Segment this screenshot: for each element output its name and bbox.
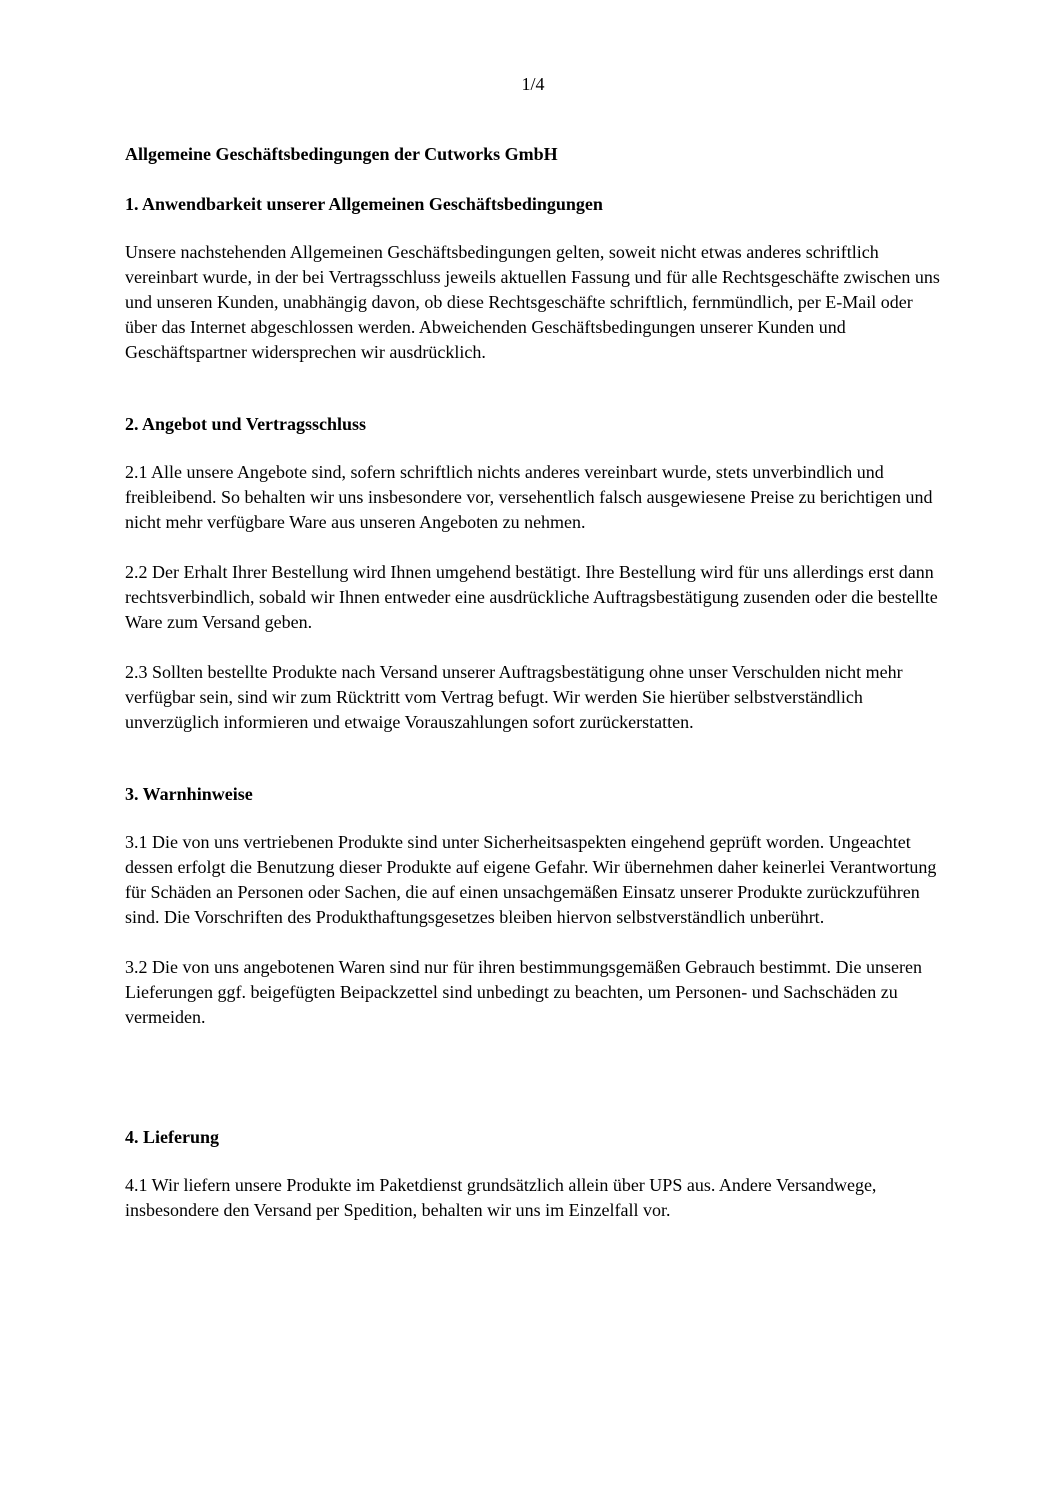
page-number: 1/4 xyxy=(521,74,545,94)
paragraph-3-2: 3.2 Die von uns angebotenen Waren sind nur für ihren bestimmungsgemäßen Gebrauch bestimmt. Die unseren Lieferungen ggf. beigefügten Beipackzettel sind unbedingt zu beachten, um Personen- und Sachschäden zu vermeiden. xyxy=(125,957,923,1027)
section-heading-angebot: 2. Angebot und Vertragsschluss xyxy=(125,414,367,434)
paragraph-3-1: 3.1 Die von uns vertriebenen Produkte sind unter Sicherheitsaspekten eingehend geprüft worden. Ungeachtet dessen erfolgt die Benutzung dieser Produkte auf eigene Gefahr. Wir übernehmen daher keinerlei Verantwortung für Schäden an Personen oder Sachen, die auf einen unsachgemäßen Einsatz unserer Produkte zurückzuführen sind. Die Vorschriften des Produkthaftungsgesetzes bleiben hiervon selbstverständlich unberührt. xyxy=(125,832,937,927)
section-warnhinweise xyxy=(125,782,941,1030)
section-heading-warnhinweise: 3. Warnhinweise xyxy=(125,784,253,804)
section-anwendbarkeit xyxy=(125,192,941,365)
section-lieferung xyxy=(125,1125,941,1223)
section-heading-anwendbarkeit: 1. Anwendbarkeit unserer Allgemeinen Geschäftsbedingungen xyxy=(125,194,603,214)
paragraph-4-1: 4.1 Wir liefern unsere Produkte im Paketdienst grundsätzlich allein über UPS aus. Andere Versandwege, insbesondere den Versand per Spedition, behalten wir uns im Einzelfall vor. xyxy=(125,1175,877,1220)
paragraph-1-1: Unsere nachstehenden Allgemeinen Geschäftsbedingungen gelten, soweit nicht etwas anderes schriftlich vereinbart wurde, in der bei Vertragsschluss jeweils aktuellen Fassung und für alle Rechtsgeschäfte zwischen uns und unseren Kunden, unabhängig davon, ob diese Rechtsgeschäfte schriftlich, fernmündlich, per E-Mail oder über das Internet abgeschlossen werden. Abweichenden Geschäftsbedingungen unserer Kunden und Geschäftspartner widersprechen wir ausdrücklich. xyxy=(125,242,940,362)
document-title: Allgemeine Geschäftsbedingungen der Cutworks GmbH xyxy=(125,144,558,164)
paragraph-2-1: 2.1 Alle unsere Angebote sind, sofern schriftlich nichts anderes vereinbart wurde, stets unverbindlich und freibleibend. So behalten wir uns insbesondere vor, versehentlich falsch ausgewiesene Preise zu berichtigen und nicht mehr verfügbare Ware aus unseren Angeboten zu nehmen. xyxy=(125,462,933,532)
paragraph-2-3: 2.3 Sollten bestellte Produkte nach Versand unserer Auftragsbestätigung ohne unser Verschulden nicht mehr verfügbar sein, sind wir zum Rücktritt vom Vertrag befugt. Wir werden Sie hierüber selbstverständlich unverzüglich informieren und etwaige Vorauszahlungen sofort zurückerstatten. xyxy=(125,662,903,732)
section-heading-lieferung: 4. Lieferung xyxy=(125,1127,219,1147)
paragraph-2-2: 2.2 Der Erhalt Ihrer Bestellung wird Ihnen umgehend bestätigt. Ihre Bestellung wird für uns allerdings erst dann rechtsverbindlich, sobald wir Ihnen entweder eine ausdrückliche Auftragsbestätigung zusenden oder die bestellte Ware zum Versand geben. xyxy=(125,562,938,632)
section-angebot-vertragsschluss xyxy=(125,412,941,735)
